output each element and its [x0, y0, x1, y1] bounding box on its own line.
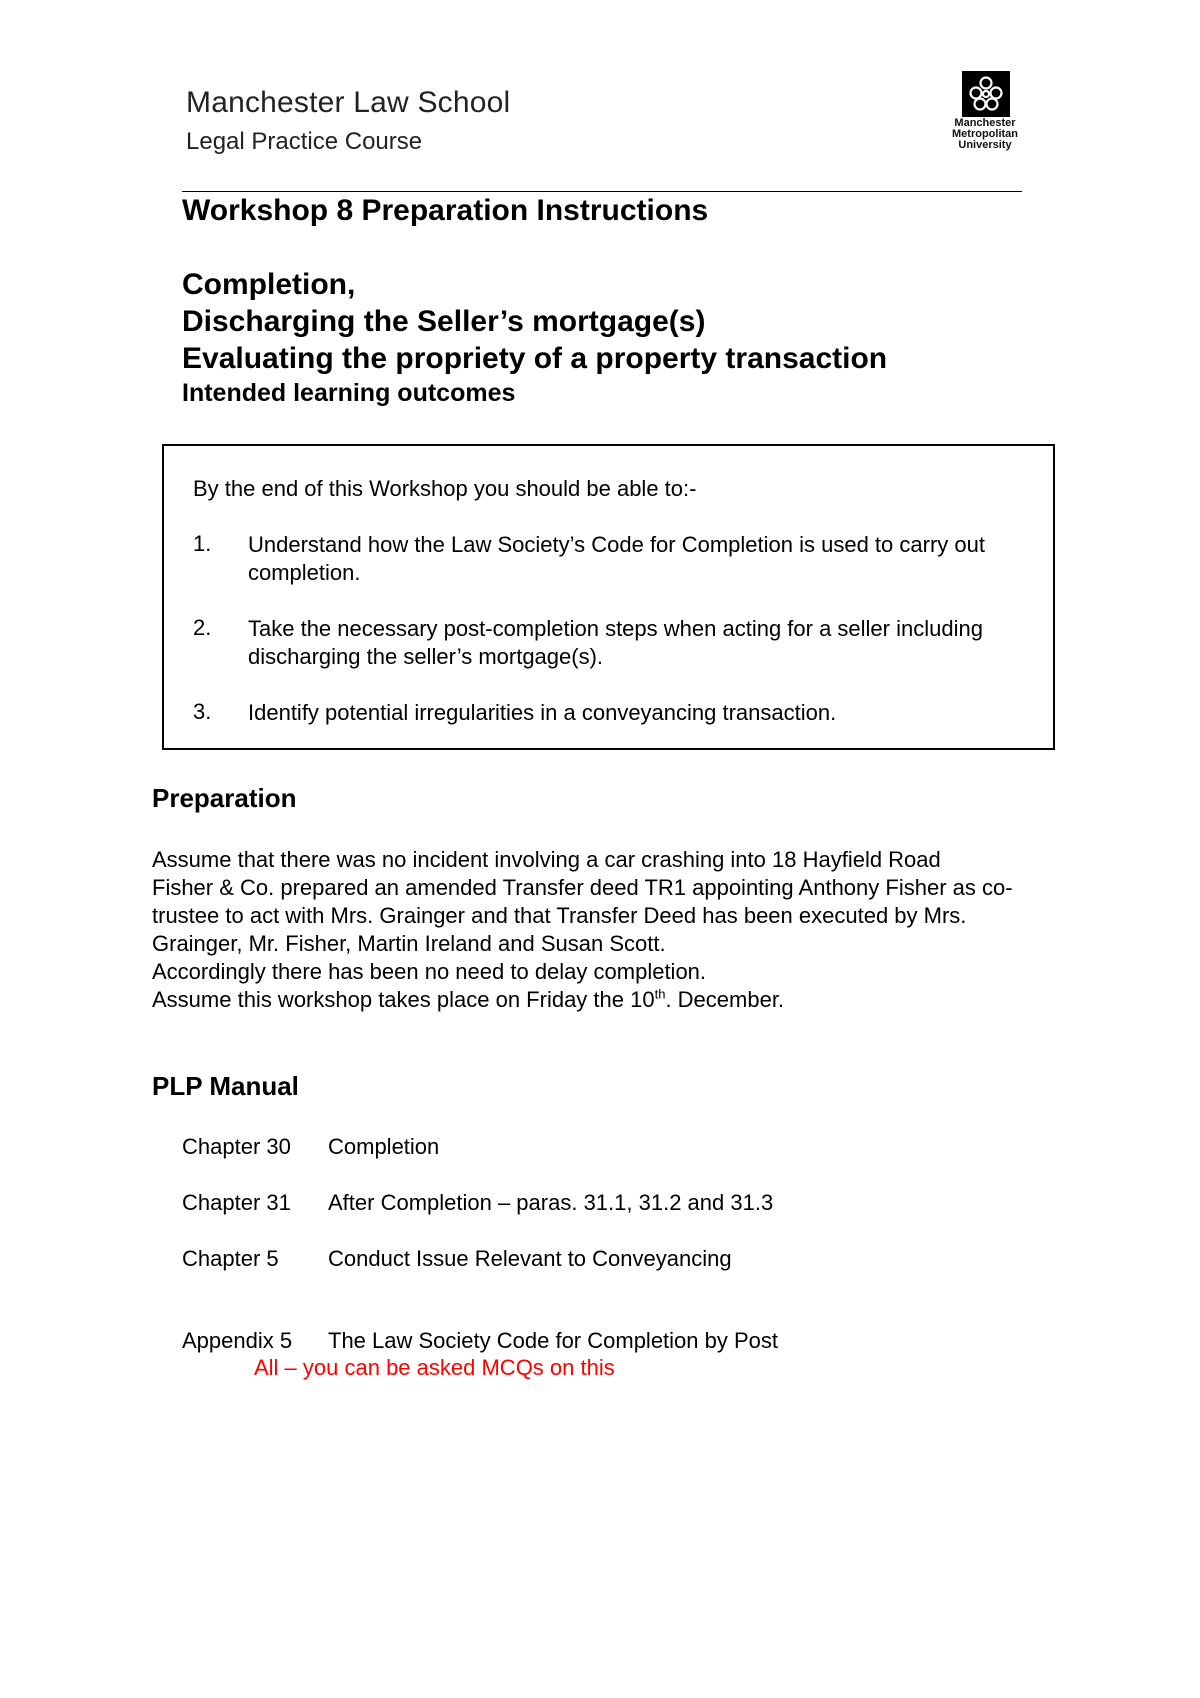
- chapter-label: Chapter 5: [182, 1246, 279, 1271]
- outcome-number: 1.: [193, 531, 212, 556]
- preparation-paragraph: [152, 986, 1032, 1014]
- preparation-text: [152, 846, 1032, 1014]
- university-name: [930, 118, 1040, 151]
- topic-title: Discharging the Seller’s mortgage(s): [182, 305, 706, 338]
- outcome-number: 3.: [193, 699, 212, 724]
- outcome-text: Understand how the Law Society’s Code for Completion is used to carry out completion.: [248, 532, 985, 585]
- mcq-note: All – you can be asked MCQs on this: [254, 1355, 615, 1380]
- appendix-label: Appendix 5: [182, 1328, 293, 1353]
- appendix-title: The Law Society Code for Completion by Post: [328, 1328, 779, 1353]
- workshop-title: Workshop 8 Preparation Instructions: [182, 194, 709, 227]
- outcome-number: 2.: [193, 615, 212, 640]
- topic-title: Evaluating the propriety of a property transaction: [182, 342, 888, 375]
- outcomes-intro: By the end of this Workshop you should be able to:-: [193, 476, 697, 501]
- outcome-text: Take the necessary post-completion steps when acting for a seller including discharging the seller’s mortgage(s).: [248, 616, 983, 669]
- manual-heading: PLP Manual: [152, 1071, 299, 1101]
- ordinal-suffix: th: [654, 986, 666, 1002]
- header-divider: [182, 191, 1022, 192]
- chapter-title: Completion: [328, 1134, 440, 1159]
- school-name: Manchester Law School: [186, 86, 511, 119]
- preparation-paragraph: Accordingly there has been no need to delay completion.: [152, 959, 707, 984]
- chapter-title: After Completion – paras. 31.1, 31.2 and 31.3: [328, 1190, 774, 1215]
- outcomes-heading: Intended learning outcomes: [182, 379, 516, 407]
- chapter-title: Conduct Issue Relevant to Conveyancing: [328, 1246, 732, 1271]
- logo-line: Manchester: [954, 117, 1016, 129]
- topic-title: Completion,: [182, 268, 356, 301]
- preparation-paragraph: Assume that there was no incident involving a car crashing into 18 Hayfield Road: [152, 847, 941, 872]
- university-logo-icon: [962, 71, 1010, 117]
- course-name: Legal Practice Course: [186, 128, 423, 155]
- chapter-label: Chapter 31: [182, 1190, 291, 1215]
- outcome-text: Identify potential irregularities in a conveyancing transaction.: [248, 700, 837, 725]
- preparation-heading: Preparation: [152, 783, 297, 813]
- date-text-end: . December.: [665, 987, 785, 1012]
- chapter-label: Chapter 30: [182, 1134, 291, 1159]
- preparation-paragraph: Fisher & Co. prepared an amended Transfer deed TR1 appointing Anthony Fisher as co-trustee to act with Mrs. Grainger and that Transfer Deed has been executed by Mrs. Grainger, Mr. Fisher, Martin Ireland and Susan Scott.: [152, 875, 1013, 956]
- date-text: Assume this workshop takes place on Friday the 10: [152, 987, 655, 1012]
- logo-line: University: [958, 139, 1012, 151]
- logo-line: Metropolitan: [952, 128, 1018, 140]
